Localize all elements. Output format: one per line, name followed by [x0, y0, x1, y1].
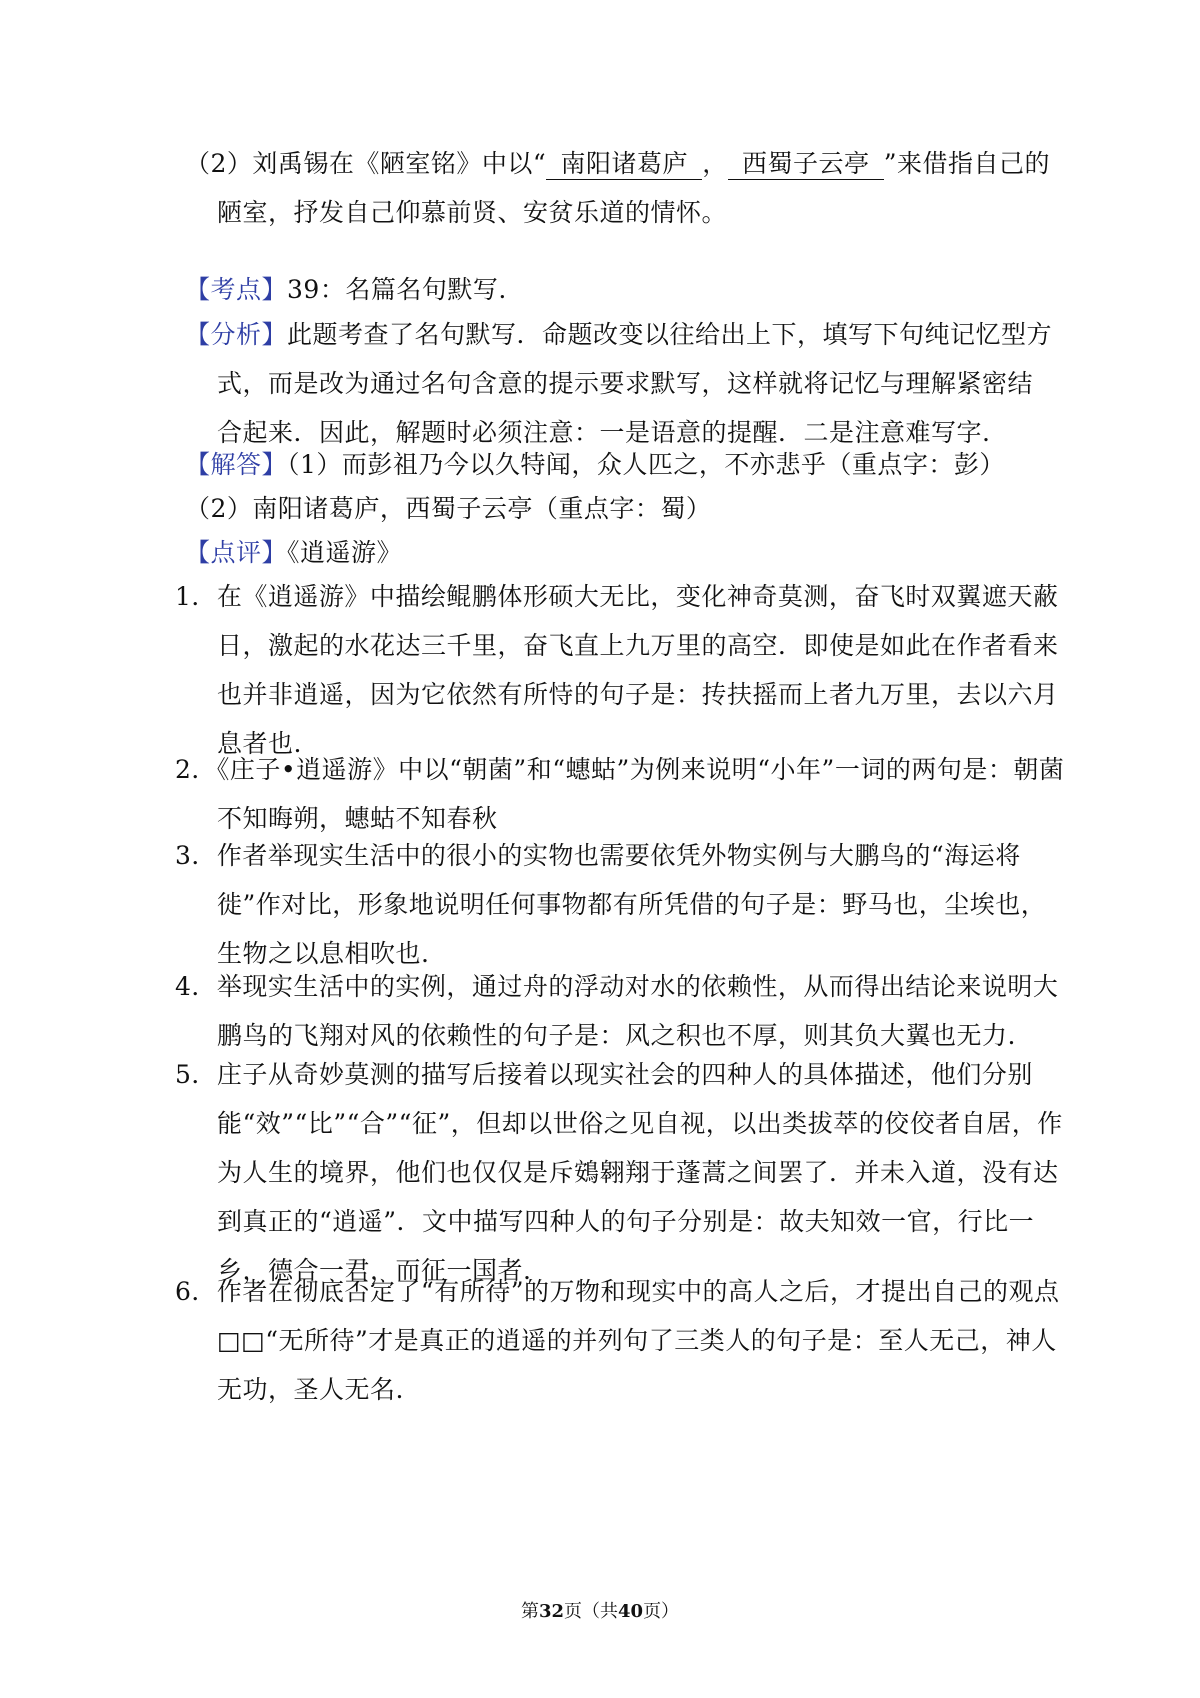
fenxi-label: 【分析】 — [185, 320, 288, 349]
list-item-number: 3． — [175, 841, 217, 870]
page-number: 32 — [538, 1601, 564, 1622]
list-item-text: 作者在彻底否定了“有所待”的万物和现实中的高人之后，才提出自己的观点□□“无所待”才是真正的逍遥的并列句了三类人的句子是：至人无己，神人无功，圣人无名. — [216, 1277, 1060, 1404]
list-item — [175, 831, 1067, 978]
total-pages: 40 — [618, 1601, 644, 1622]
dianping-text: 《逍遥游》 — [287, 538, 403, 567]
jieda-label: 【解答】 — [185, 450, 288, 479]
answer-blank-1: 南阳诸葛庐 — [546, 149, 702, 180]
kaodian-label: 【考点】 — [185, 275, 288, 304]
list-item — [175, 1267, 1067, 1414]
list-item — [175, 962, 1067, 1060]
list-item-text: 作者举现实生活中的很小的实物也需要依凭外物实例与大鹏鸟的“海运将徙”作对比，形象地说明任何事物都有所凭借的句子是：野马也，尘埃也，生物之以息相吹也. — [216, 841, 1047, 968]
page-footer — [0, 1600, 1200, 1624]
question-2-comma: ， — [702, 149, 728, 178]
fenxi-section — [185, 310, 1057, 457]
kaodian-text: 39：名篇名句默写. — [287, 275, 507, 304]
list-item-text: 庄子从奇妙莫测的描写后接着以现实社会的四种人的具体描述，他们分别能“效”“比”“合”“征”，但却以世俗之见自视，以出类拔萃的佼佼者自居，作为人生的境界，他们也仅仅是斥鴳翱翔于蓬蒿之间罢了．并未入道，没有达到真正的“逍遥”．文中描写四种人的句子分别是：故夫知效一官，行比一乡，德合一君，而征一国者. — [216, 1060, 1063, 1285]
list-item — [175, 572, 1067, 768]
list-item-text: 在《逍遥游》中描绘鲲鹏体形硕大无比，变化神奇莫测，奋飞时双翼遮天蔽日，激起的水花达三千里，奋飞直上九万里的高空．即使是如此在作者看来也并非逍遥，因为它依然有所恃的句子是：抟扶摇而上者九万里，去以六月息者也. — [216, 582, 1059, 758]
list-item-text: 《庄子•逍遥游》中以“朝菌”和“蟪蛄”为例来说明“小年”一词的两句是：朝菌不知晦朔，蟪蛄不知春秋 — [216, 755, 1065, 833]
footer-mid: 页（共 — [564, 1601, 618, 1622]
kaodian-section — [185, 265, 1025, 314]
list-item-number: 5． — [175, 1060, 217, 1089]
dianping-label: 【点评】 — [185, 538, 288, 567]
footer-pre: 第 — [520, 1601, 539, 1622]
jieda-line-2: （2）南阳诸葛庐，西蜀子云亭（重点字：蜀） — [185, 494, 712, 523]
list-item-number: 1． — [175, 582, 217, 611]
footer-post: 页） — [643, 1601, 680, 1622]
list-item-number: 6． — [175, 1277, 217, 1306]
jieda-text: （1）而彭祖乃今以久特闻，众人匹之，不亦悲乎（重点字：彭） — [287, 450, 1005, 479]
question-2-suffix: ”来借指自己的陋室，抒发自己仰慕前贤、安贫乐道的情怀。 — [217, 149, 1051, 227]
list-item-number: 2． — [175, 755, 217, 784]
question-2-prefix: （2）刘禹锡在《陋室铭》中以“ — [185, 149, 547, 178]
list-item-text: 举现实生活中的实例，通过舟的浮动对水的依赖性，从而得出结论来说明大鹏鸟的飞翔对风的依赖性的句子是：风之积也不厚，则其负大翼也无力. — [216, 972, 1059, 1050]
list-item — [175, 1050, 1067, 1295]
fenxi-text: 此题考查了名句默写．命题改变以往给出上下，填写下句纯记忆型方式，而是改为通过名句含意的提示要求默写，这样就将记忆与理解紧密结合起来．因此，解题时必须注意：一是语意的提醒．二是注意难写字. — [217, 320, 1053, 447]
dianping-section — [185, 528, 1025, 577]
list-item-number: 4． — [175, 972, 217, 1001]
list-item — [175, 745, 1067, 843]
question-2 — [185, 139, 1057, 237]
answer-blank-2: 西蜀子云亭 — [728, 149, 884, 180]
jieda-section — [185, 440, 1025, 489]
